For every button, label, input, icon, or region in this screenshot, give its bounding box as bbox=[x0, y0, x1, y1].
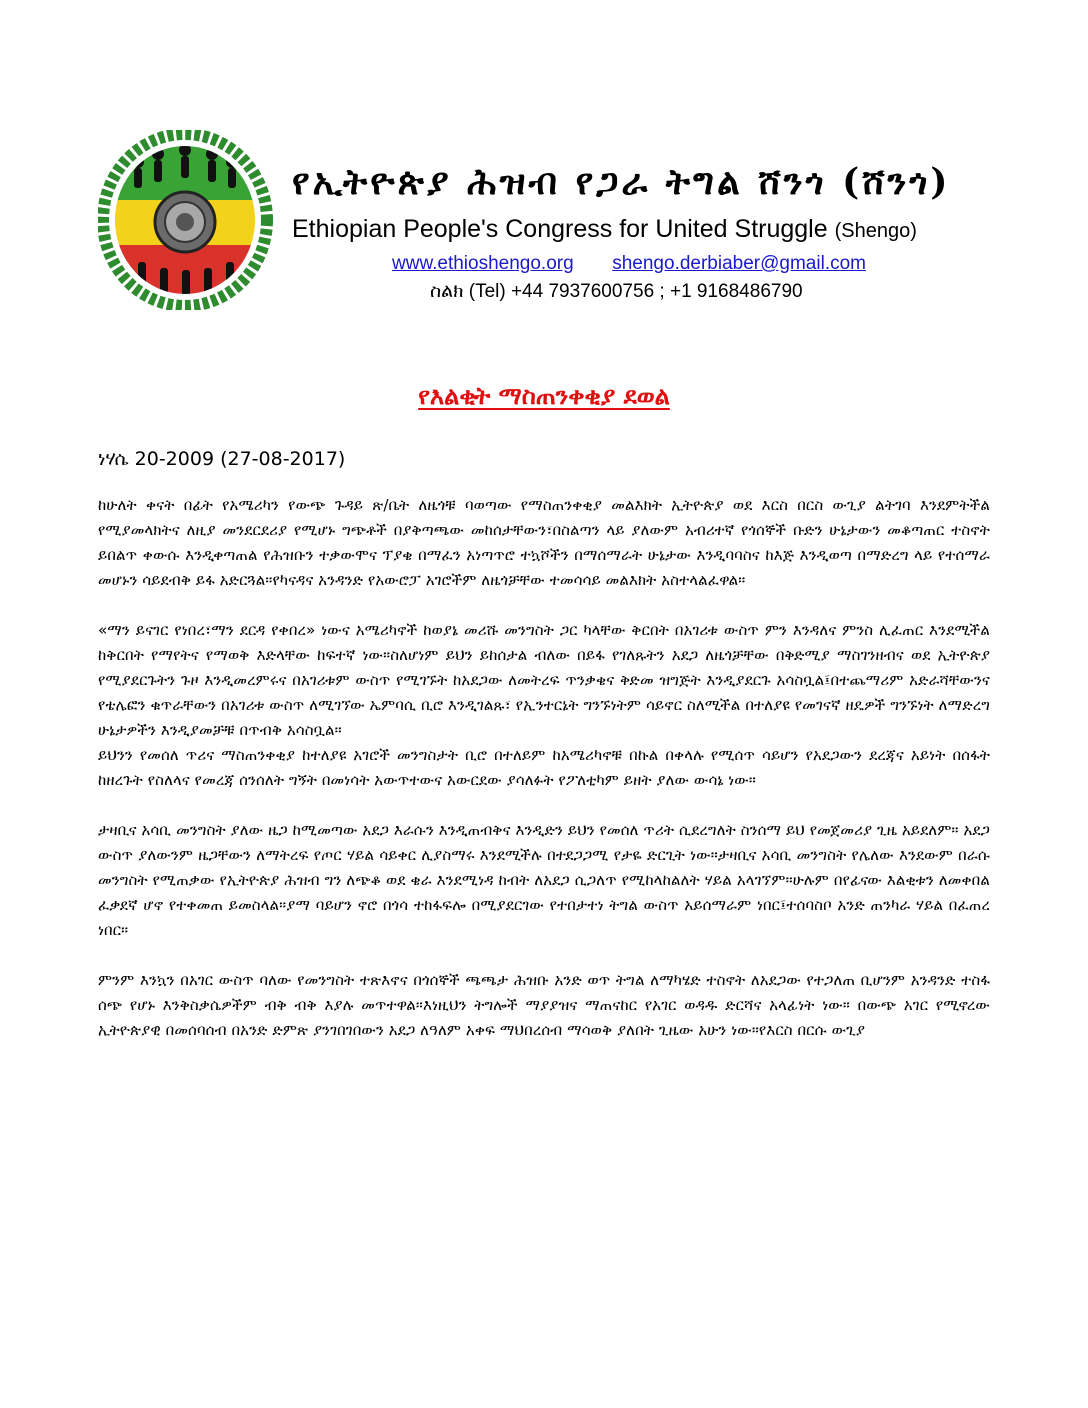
org-name-english bbox=[292, 213, 1012, 247]
phone-line: ስልክ (Tel) +44 7937600756 ; +1 9168486790 bbox=[430, 281, 803, 302]
email-link[interactable]: shengo.derbiaber@gmail.com bbox=[612, 253, 866, 274]
org-short-name: (Shengo) bbox=[834, 220, 917, 242]
org-name-english-text: Ethiopian People's Congress for United Struggle bbox=[292, 215, 828, 243]
body-paragraph: ታዛቢና አሳቢ መንግስት ያለው ዜጋ ከሚመጣው አደጋ እራሱን እንዲጠብቅና እንዲድን ይህን የመሰለ ጥሪት ሲደረግለት ስንሰማ ይህ የመጀመሪያ ጊዜ አይደለም። አደጋ ውስጥ ያለውንም ዜጋቸውን ለማትረፍ የጦር ሃይል ሳይቀር ሊያስማሩ እንደሚችሉ በተደጋጋሚ የታዬ ድርጊት ነው።ታዛቢና አሳቢ መንግስት የሌለው እንደውም በራሱ መንግስት የሚጠቃው የኢትዮጵያ ሕዝብ ግን ለጭቆ ወደ ቄራ እንደሚነዳ ከብት ለአደጋ ሲጋለጥ የሚከላከልለት ሃይል አላገኘም።ሁሉም በየፊናው እልቂቱን ለመቀበል ፈቃደኛ ሆኖ የተቀመጠ ይመስላል።ያማ ባይሆን ኖሮ በጎሳ ተከፋፍሎ በሚያደርገው የተበታተነ ትግል ውስጥ አይሰማራም ነበር፤ተሰባስቦ አንድ ጠንካራ ሃይል በፈጠረ ነበር። bbox=[98, 821, 990, 939]
website-link[interactable]: www.ethioshengo.org bbox=[392, 253, 574, 274]
body-paragraph: ከሁለት ቀናት በፊት የአሜሪካን የውጭ ጉዳይ ጽ/ቤት ለዜጎቹ ባወጣው የማስጠንቀቂያ መልእክት ኢትዮጵያ ወደ እርስ በርስ ውጊያ ልትገባ እንደምትችል የሚያመላክትና ለዚያ መንደርደሪያ የሚሆኑ ግጭቶች በያቅጣጫው መከሰታቸውን፣በስልጣን ላይ ያለውም አብሪተኛ የጎሰኞች ቡድን ሁኔታውን መቆጣጠር ተስኖት ይበልጥ ቀውሱ እንዲቀጣጠል የሕዝቡን ተቃውሞና ፕያቄ በማፈን አነጣጥሮ ተኳሾችን በማሰማራት ሁኔታው እንዲባባስና ከእጅ እንዲወጣ በማድረግ ላይ የተሰማራ መሆኑን ሳይደብቅ ይፋ አድርጓል።የካናዳና አንዳንድ የአውሮፓ አገሮችም ለዜጎቻቸው ተመሳሳይ መልእክት አስተላልፈዋል። bbox=[98, 496, 990, 589]
contact-links bbox=[392, 252, 992, 276]
document-title: የእልቂት ማስጠንቀቂያ ደወል bbox=[418, 382, 670, 410]
org-name-amharic: የኢትዮጵያ ሕዝብ የጋራ ትግል ሸንጎ (ሸንጎ) bbox=[292, 161, 951, 203]
document-date: ነሃሴ 20-2009 (27-08-2017) bbox=[98, 448, 346, 470]
body-paragraph: ይህንን የመሰለ ጥሪና ማስጠንቀቂያ ከተለያዩ አገሮች መንግስታት ቢሮ በተለይም ከአሜሪካኖቹ በኩል በቀላሉ የሚሰጥ ሳይሆን የአደጋውን ደረጃና አይነት በሰፋት ከዘረጉት የስለላና የመረጃ ሰንሰለት ግኝት በመነሳት አውጥተውና አውርደው ያሳለፉት የፖለቲካም ይዘት ያለው ውሳኔ ነው። bbox=[98, 746, 990, 789]
shengo-logo-icon bbox=[98, 130, 273, 310]
body-paragraph: «ማን ይናገር የነበረ፣ማን ደርዳ የቀበረ» ነውና አሜሪካኖች ከወያኔ መሪሹ መንግስት ጋር ካላቸው ቅርበት በአገሪቱ ውስጥ ምን እንዳለና ምንስ ሊፈጠር እንደሚችል ከቅርበት የማየትና የማወቅ እድላቸው ከፍተኛ ነው።ስለሆነም ይህን ይከሰታል ብለው በይፋ የገለጹትን አደጋ ለዜጎቻቸው በቅድሚያ ማስገንዘብና ወደ ኢትዮጵያ የሚያደርጉትን ጉዞ እንዲመረምሩና በአገሪቱም ውስጥ የሚገኙት ከአደጋው ለመትረፍ ጥንቃቄና ቅድመ ዝግጅት እንዲያደርጉ አሳስቧል፤በተጨማሪም አድራሻቸውንና የቴሌፎን ቁጥራቸውን በአገሪቱ ውስጥ ለሚገኘው ኤምባሲ ቢሮ እንዲገልጹ፣ የኢንተርኔት ግንኙነትም ሳይኖር ስለሚችል በተለያዩ የመገናኛ ዘዴዎች ግንኙነት ለማድረግ ሁኔታዎችን እንዲያመቻቹ በጥብቅ አሳስቧል። bbox=[98, 621, 990, 739]
body-paragraph: ምንም እንኳን በአገር ውስጥ ባለው የመንግስት ተጽእኖና በጎሰኞች ጫጫታ ሕዝቡ አንድ ወጥ ትግል ለማካሄድ ተስኖት ለአደጋው የተጋለጠ ቢሆንም አንዳንድ ተስፋ ሰጭ የሆኑ እንቅስቃሴዎችም ብቅ ብቅ እያሉ መጥተዋል።እነዚህን ትግሎች ማያያዝና ማጠናከር የአገር ወዳዱ ድርሻና አላፊነት ነው። በውጭ አገር የሚኖረው ኢትዮጵያዊ በመሰባሰብ በአንድ ድምጽ ያንገበገበውን አደጋ ለዓለም አቀፍ ማህበረሰብ ማሳወቅ ያለበት ጊዜው አሁን ነው።የእርስ በርሱ ውጊያ bbox=[98, 971, 990, 1039]
document-body bbox=[98, 493, 990, 1043]
